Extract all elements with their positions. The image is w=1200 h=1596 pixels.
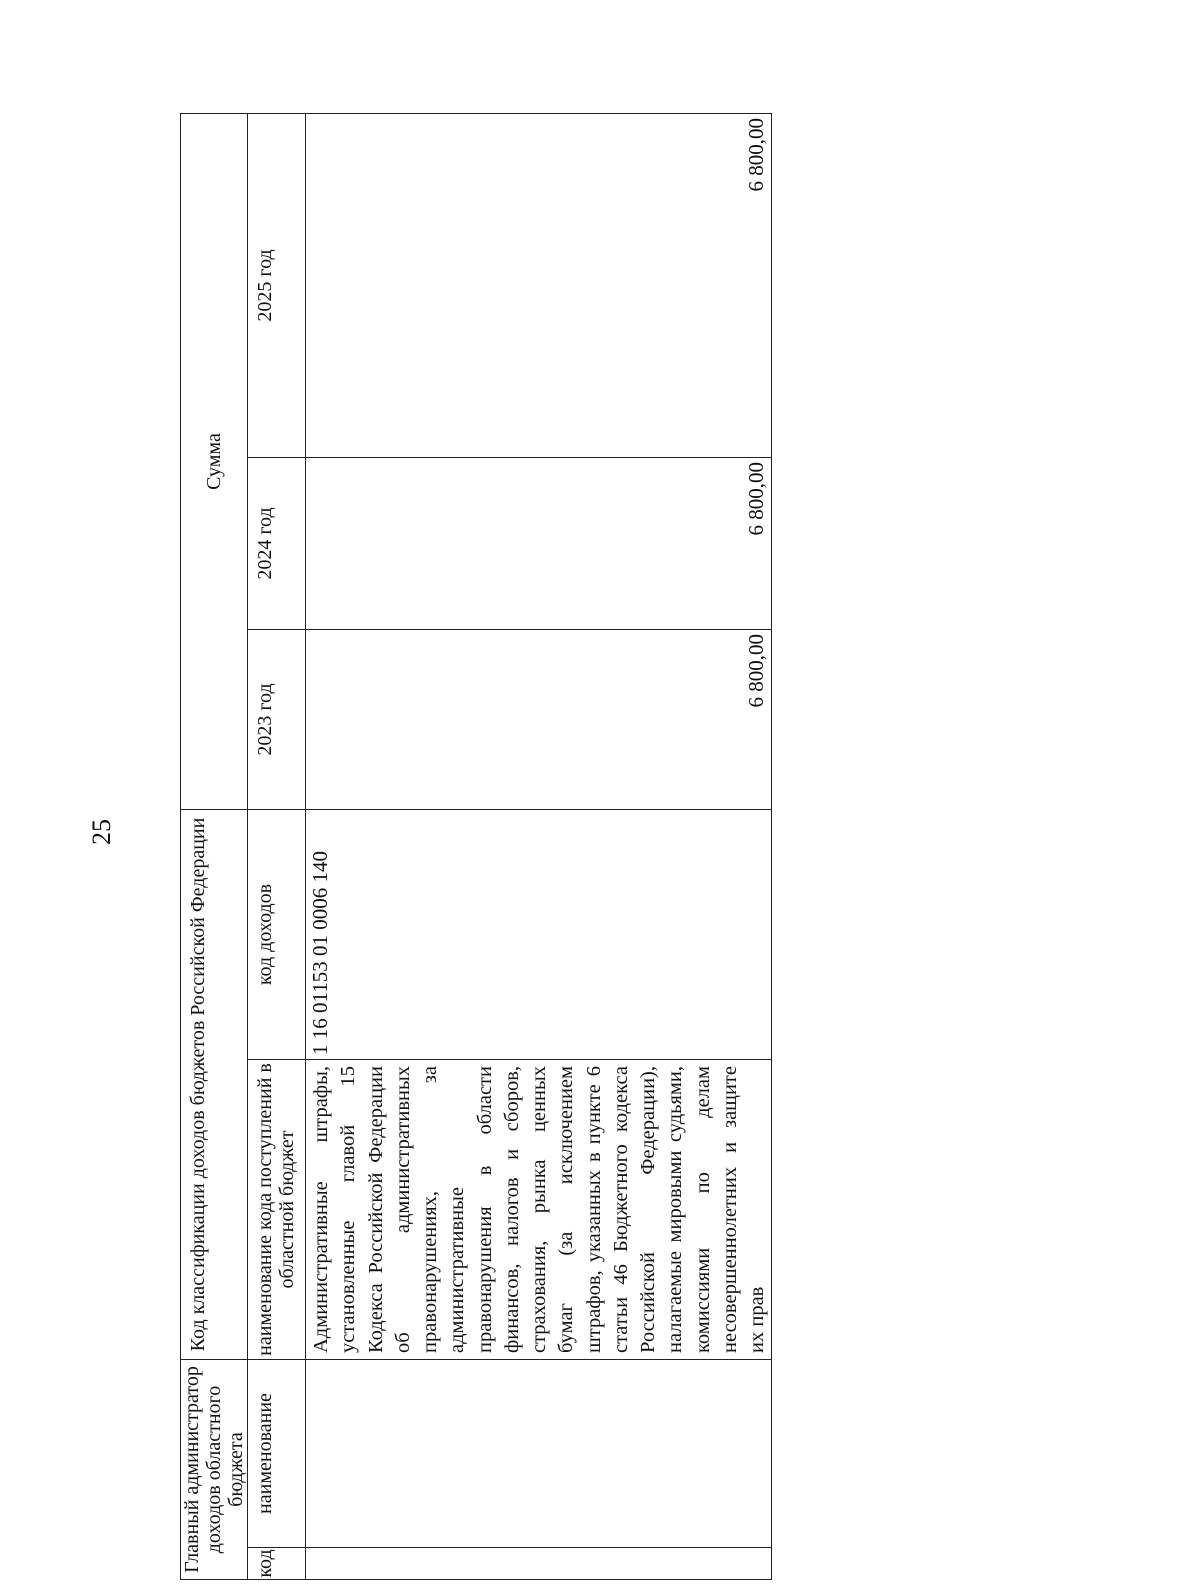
revenue-table: [180, 113, 772, 1580]
col-2025-header: 2025 год: [248, 113, 306, 457]
row-income-name-cell: Административные штрафы, установленные главой 15 Кодекса Российской Федерации об административных правонарушениях, за административные правонарушения в области финансов, налогов и сборов, страхования, рынка ценных бумаг (за исключением штрафов, указанных в пункте 6 статьи 46 Бюджетного кодекса Российской Федерации), налагаемые мировыми судьями, комиссиями по делам несовершеннолетних и защите их прав: [306, 1060, 772, 1360]
col-2024-header: 2024 год: [248, 458, 306, 630]
table-row: [306, 113, 772, 1579]
header-row-columns: [248, 113, 306, 1579]
row-amount-2023: 6 800,00: [306, 630, 772, 810]
classification-group-header: Код классификации доходов бюджетов Российской Федерации: [181, 810, 248, 1360]
admin-group-header: Главный администратор доходов областного бюджета: [181, 1360, 248, 1580]
row-admin-name-cell: [306, 1360, 772, 1548]
col-income-code-header: код доходов: [248, 810, 306, 1060]
row-code-cell: [306, 1548, 772, 1580]
col-2023-header: 2023 год: [248, 630, 306, 810]
col-code-header: код: [248, 1548, 306, 1580]
col-income-name-header: наименование кода поступлений в областной бюджет: [248, 1060, 306, 1360]
row-amount-2024: 6 800,00: [306, 458, 772, 630]
row-amount-2025: 6 800,00: [306, 113, 772, 457]
row-income-code-cell: 1 16 01153 01 0006 140: [306, 810, 772, 1060]
col-admin-name-header: наименование: [248, 1360, 306, 1548]
header-row-groups: [181, 113, 248, 1579]
sum-group-header: Сумма: [181, 113, 248, 809]
revenue-table-container: [180, 114, 769, 1580]
page-number: 25: [87, 819, 116, 845]
